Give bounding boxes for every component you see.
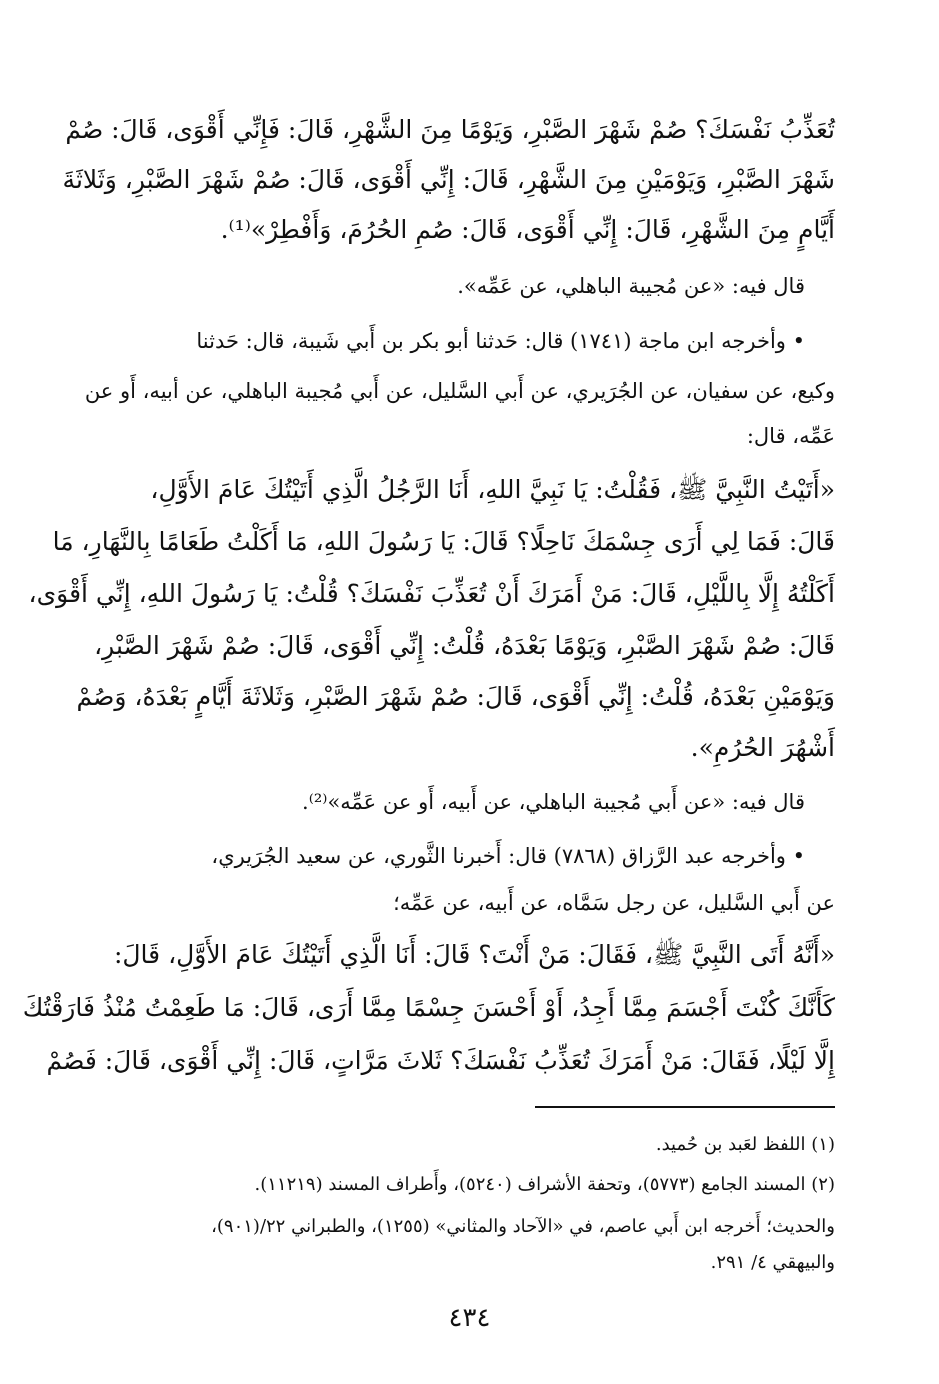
text-line: قَالَ: صُمْ شَهْرَ الصَّبْرِ، وَيَوْمًا بَعْدَهُ، قُلْتُ: إِنِّي أَقْوَى، قَالَ: صُمْ شَهْرَ الصَّبْرِ، xyxy=(94,631,835,660)
text-line: • وأخرجه ابن ماجة (١٧٤١) قال: حَدثنا أبو بكر بن أَبي شَيبة، قال: حَدثنا xyxy=(196,329,805,353)
text-line: • وأخرجه عبد الرَّزاق (٧٨٦٨) قال: أَخبرنا الثَّوري، عن سعيد الجُرَيري، xyxy=(211,844,805,868)
text-line: عن أَبي السَّليل، عن رجل سَمَّاه، عن أَبيه، عن عَمِّه؛ xyxy=(393,891,835,915)
text-line: وكيع، عن سفيان، عن الجُرَيري، عن أَبي السَّليل، عن أَبي مُجيبة الباهلي، عن أبيه، أَو عن xyxy=(84,379,835,403)
text-line: أَيَّامٍ مِنَ الشَّهْرِ، قَالَ: إِنِّي أَقْوَى، قَالَ: صُمِ الحُرُمَ، وَأَفْطِرْ»⁽¹⁾. xyxy=(220,215,835,244)
text-line: وَيَوْمَيْنِ بَعْدَهُ، قُلْتُ: إِنِّي أَقْوَى، قَالَ: صُمْ شَهْرَ الصَّبْرِ، وَثَلاثَةَ أَيَّامٍ بَعْدَهُ، وَصُمْ xyxy=(76,682,835,711)
footnote: والبيهقي ٤/ ٢٩١. xyxy=(710,1252,835,1273)
text-line: أَشْهُرَ الحُرُمِ». xyxy=(690,733,835,762)
page-number: ٤٣٤ xyxy=(448,1303,491,1333)
footnote-separator xyxy=(535,1106,835,1108)
text-line: قال فيه: «عن مُجيبة الباهلي، عن عَمِّه». xyxy=(457,274,805,298)
text-line: «أَنَّهُ أَتَى النَّبِيَّ ﷺ، فَقَالَ: مَنْ أَنْتَ؟ قَالَ: أَنَا الَّذِي أَتَيْتُكَ عَامَ الأَوَّلِ، قَالَ: xyxy=(113,940,835,969)
text-line: تُعَذِّبُ نَفْسَكَ؟ صُمْ شَهْرَ الصَّبْرِ، وَيَوْمًا مِنَ الشَّهْرِ، قَالَ: فَإِنِّي أَقْوَى، قَالَ: صُمْ xyxy=(65,115,835,144)
text-line: قال فيه: «عن أَبي مُجيبة الباهلي، عن أَبيه، أَو عن عَمِّه»⁽²⁾. xyxy=(302,790,805,814)
footnote: والحديث؛ أَخرجه ابن أَبي عاصم، في «الآحاد والمثاني» (١٢٥٥)، والطبراني ٢٢/(٩٠١)، xyxy=(211,1216,835,1237)
footnote: (١) اللفظ لعَبد بن حُميد. xyxy=(655,1134,835,1155)
text-line: كَأَنَّكَ كُنْتَ أَجْسَمَ مِمَّا أَجِدُ، أَوْ أَحْسَنَ جِسْمًا مِمَّا أَرَى، قَالَ: مَا طَعِمْتُ مُنْذُ فَارَقْتُكَ xyxy=(22,993,835,1022)
text-line: أَكَلْتُهُ إِلَّا بِاللَّيْلِ، قَالَ: مَنْ أَمَرَكَ أَنْ تُعَذِّبَ نَفْسَكَ؟ قُلْتُ: يَا رَسُولَ اللهِ، إِنِّي أَقْوَى، xyxy=(28,579,835,608)
text-line: «أَتَيْتُ النَّبِيَّ ﷺ، فَقُلْتُ: يَا نَبِيَّ اللهِ، أَنَا الرَّجُلُ الَّذِي أَتَيْتُكَ عَامَ الأَوَّلِ، xyxy=(150,475,835,504)
footnote: (٢) المسند الجامع (٥٧٧٣)، وتحفة الأشراف (٥٢٤٠)، وأَطراف المسند (١١٢١٩). xyxy=(254,1174,835,1195)
text-line: قَالَ: فَمَا لِي أَرَى جِسْمَكَ نَاحِلًا؟ قَالَ: يَا رَسُولَ اللهِ، مَا أَكَلْتُ طَعَامًا بِالنَّهَارِ، مَا xyxy=(52,527,835,556)
text-line: إِلَّا لَيْلًا، فَقَالَ: مَنْ أَمَرَكَ تُعَذِّبُ نَفْسَكَ؟ ثَلاثَ مَرَّاتٍ، قَالَ: إِنِّي أَقْوَى، قَالَ: فَصُمْ xyxy=(46,1046,835,1075)
text-line: شَهْرَ الصَّبْرِ، وَيَوْمَيْنِ مِنَ الشَّهْرِ، قَالَ: إِنِّي أَقْوَى، قَالَ: صُمْ شَهْرَ الصَّبْرِ، وَثَلاثَةَ xyxy=(62,165,835,194)
text-line: عَمِّه، قال: xyxy=(746,424,835,448)
